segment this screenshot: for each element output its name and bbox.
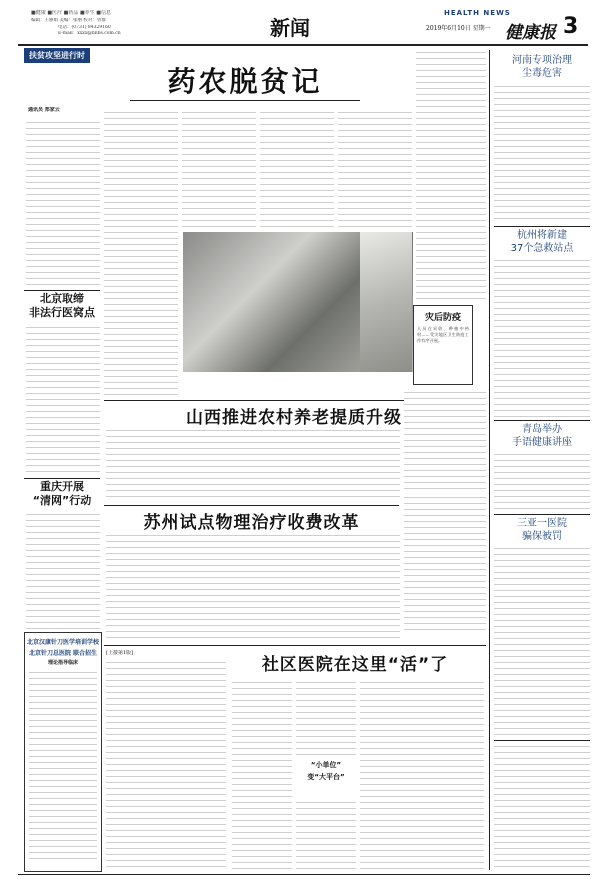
headline-qingdao: 青岛举办 手语健康讲座	[512, 424, 572, 448]
lead-byline: 通讯员 郑家云	[28, 107, 60, 113]
divider-right-4	[494, 740, 590, 741]
lead-col-2	[104, 110, 178, 400]
headline-sanya: 三亚一医院 骗保被罚	[517, 518, 567, 542]
lead-underline	[130, 100, 360, 101]
body-sanya	[494, 546, 590, 736]
body-beijing	[26, 325, 100, 475]
lead-col-4	[260, 110, 334, 230]
photo-caption-box	[413, 305, 473, 385]
headline-shanxi: 山西推进农村养老提质升级	[186, 408, 402, 428]
divider-suzhou	[104, 505, 399, 506]
sidebar-ad-box	[24, 632, 102, 872]
photo-caption-text: 人员在采收、种植中药材……受灾地区卫生防疫工作有序开展。	[417, 326, 469, 343]
divider-left-2	[24, 478, 100, 479]
headline-beijing: 北京取缔 非法行医窝点	[29, 292, 95, 319]
divider-left-1	[24, 290, 100, 291]
pull-quote-line2: 变“大平台”	[307, 773, 345, 781]
lead-col-6	[416, 50, 486, 300]
footer-rule	[18, 874, 590, 875]
headline-suzhou: 苏州试点物理治疗收费改革	[143, 513, 360, 533]
pull-quote-line1: “小单位”	[310, 761, 342, 769]
kicker: 扶贫攻坚进行时	[24, 48, 90, 63]
paper-name: 健康报	[505, 23, 556, 43]
lead-col-5	[338, 110, 412, 230]
lead-col-3	[182, 110, 256, 230]
body-community	[106, 660, 226, 870]
body-shanxi	[106, 428, 400, 498]
masthead	[0, 0, 600, 50]
divider-community	[104, 645, 486, 646]
nav-links: ■健康 ■医疗 ■药品 ■养生 ■信息	[31, 10, 111, 16]
body-qingdao	[494, 452, 590, 512]
email: E-mail：xxxx@hnbs.com.cn	[58, 31, 121, 36]
headline-henan: 河南专项治理 尘毒危害	[512, 55, 572, 79]
body-henan	[494, 84, 590, 224]
body-suzhou	[106, 533, 400, 643]
headline-community: 社区医院在这里“活”了	[261, 655, 449, 675]
lead-col-1	[26, 120, 100, 290]
body-right-bottom	[494, 744, 590, 870]
headline-chongqing: 重庆开展 “清网”行动	[32, 480, 92, 507]
pull-quote	[296, 760, 356, 794]
headline-hangzhou: 杭州将新建 37个急救站点	[510, 230, 574, 254]
sidebar-ad-line1: 北京汉康针刀医学培训学校	[26, 639, 99, 646]
masthead-rule	[18, 44, 588, 46]
intro-label: [上接第1版]	[106, 650, 134, 656]
body-shanxi-2	[404, 390, 486, 490]
section-title: 新闻	[270, 16, 310, 40]
body-community-2	[232, 680, 292, 870]
photo-2	[360, 232, 412, 372]
body-hangzhou	[494, 258, 590, 418]
sidebar-ad-line3: 理论指导临床	[47, 660, 78, 666]
body-community-3	[296, 680, 356, 756]
lead-headline: 药农脱贫记	[167, 65, 323, 98]
sidebar-ad-body	[29, 670, 97, 860]
right-col-divider	[489, 50, 490, 870]
body-community-4	[296, 800, 356, 870]
editor-line: 编辑：王丽娟 美编：张丽 校对：曾群	[31, 18, 106, 23]
body-chongqing	[26, 512, 100, 630]
divider-right-1	[494, 226, 590, 227]
page-number: 3	[563, 14, 579, 39]
photo-caption-title: 灾后防疫	[424, 313, 461, 323]
divider-right-2	[494, 420, 590, 421]
issue-date: 2019年6月10日 星期一	[426, 25, 491, 32]
body-community-5	[360, 680, 484, 870]
brand-en: HEALTH NEWS	[444, 9, 511, 17]
body-suzhou-2	[404, 495, 486, 635]
sidebar-ad-line2: 北京针刀总医院 联合招生	[28, 650, 98, 657]
divider-right-3	[494, 514, 590, 515]
phone: 电话：(0731) 84329160	[58, 25, 111, 30]
